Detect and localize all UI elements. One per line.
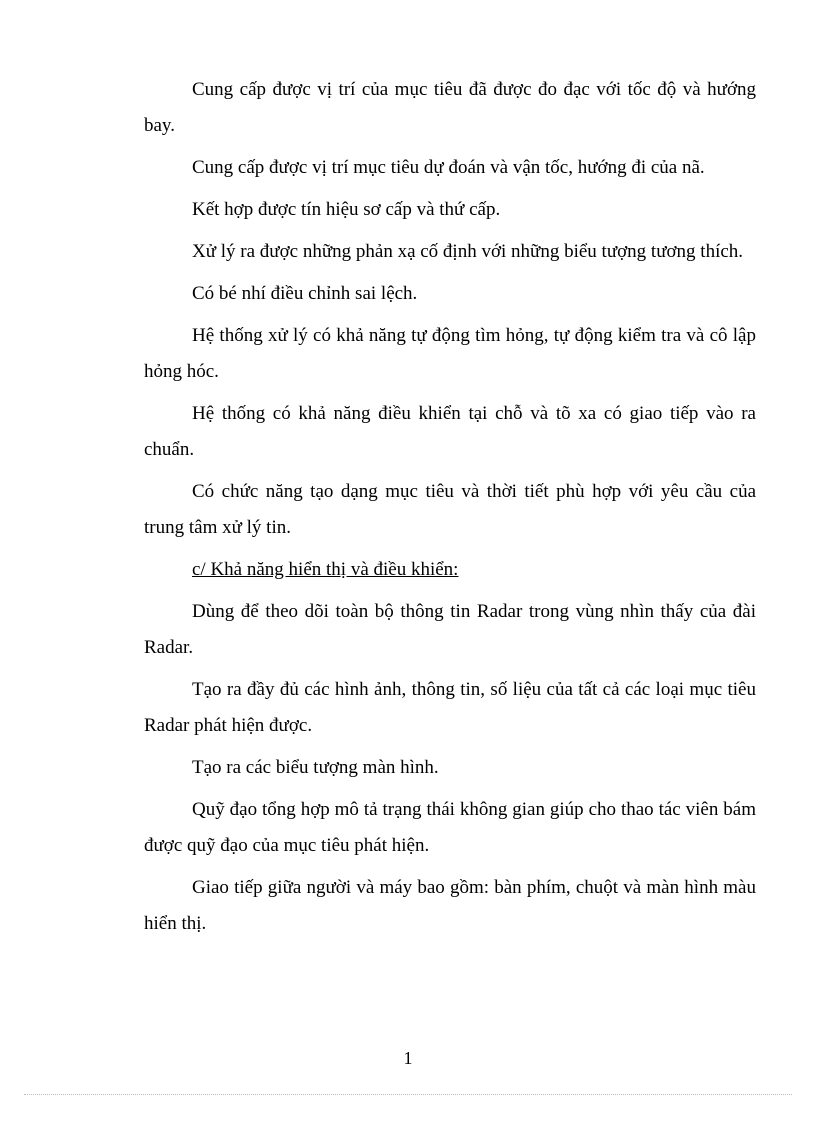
section-heading-text: c/ Khả năng hiển thị và điều khiển: <box>192 559 459 580</box>
page-bottom-divider <box>24 1094 792 1095</box>
paragraph: Xử lý ra được những phản xạ cố định với những biểu tượng tương thích. <box>192 241 744 262</box>
paragraph: Hệ thống có khả năng điều khiển tại chỗ và tõ xa có giao tiếp vào ra chuẩn. <box>144 403 756 460</box>
page-number: 1 <box>403 1048 413 1068</box>
paragraph: Có bé nhí điều chỉnh sai lệch. <box>192 283 418 304</box>
paragraph: Giao tiếp giữa người và máy bao gồm: bàn phím, chuột và màn hình màu hiển thị. <box>144 877 756 934</box>
paragraph: Tạo ra đầy đủ các hình ảnh, thông tin, số liệu của tất cả các loại mục tiêu Radar phát hiện được. <box>144 679 756 736</box>
paragraph: Tạo ra các biểu tượng màn hình. <box>192 757 439 778</box>
paragraph: Kết hợp được tín hiệu sơ cấp và thứ cấp. <box>192 199 501 220</box>
section-heading <box>144 552 756 588</box>
paragraph: Cung cấp được vị trí mục tiêu dự đoán và vận tốc, hướng đi của nã. <box>192 157 705 178</box>
paragraph: Cung cấp được vị trí của mục tiêu đã được đo đạc với tốc độ và hướng bay. <box>144 79 756 136</box>
paragraph: Hệ thống xử lý có khả năng tự động tìm hỏng, tự động kiểm tra và cô lập hỏng hóc. <box>144 325 756 382</box>
paragraph: Quỹ đạo tổng hợp mô tả trạng thái không gian giúp cho thao tác viên bám được quỹ đạo của mục tiêu phát hiện. <box>144 799 756 856</box>
paragraph: Có chức năng tạo dạng mục tiêu và thời tiết phù hợp với yêu cầu của trung tâm xử lý tin. <box>144 481 756 538</box>
document-body <box>144 72 756 948</box>
paragraph: Dùng để theo dõi toàn bộ thông tin Radar trong vùng nhìn thấy của đài Radar. <box>144 601 756 658</box>
